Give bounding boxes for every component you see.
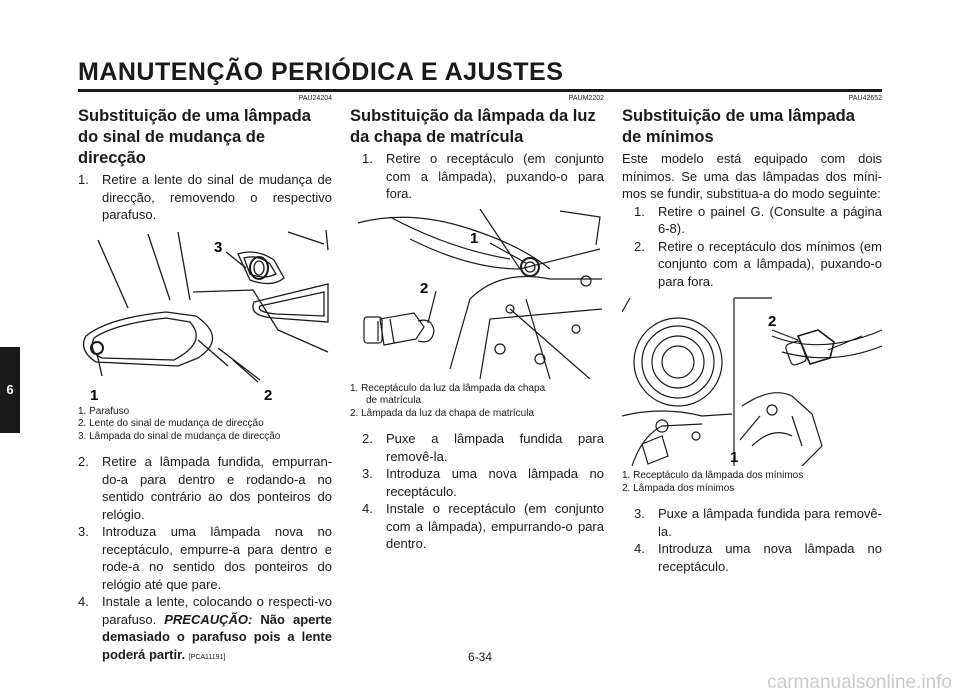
heading-line-1: Substituição de uma lâmpada: [622, 107, 855, 125]
heading-line-2: de mínimos: [622, 128, 714, 146]
callout-1: 1: [470, 229, 479, 247]
step-2: 2. Puxe a lâmpada fundida para removê-la.: [362, 431, 604, 464]
caption-item: 1. Parafuso: [78, 405, 130, 417]
caption-item-continued: de matrícula: [366, 395, 422, 406]
callout-2: 2: [264, 386, 273, 402]
callout-3: 3: [214, 238, 223, 256]
section-code: PAUM2202: [568, 95, 604, 102]
section-heading: [78, 106, 332, 169]
chapter-tab: 6: [0, 347, 20, 433]
position-light-figure: [622, 296, 882, 466]
license-light-illustration: [350, 209, 604, 379]
figure-captions: [78, 406, 332, 444]
column-2: [350, 95, 604, 553]
callout-1: 1: [730, 449, 739, 466]
step-4: 4. Instale o receptáculo (em conjunto com a lâmpada), empurrando-o para dentro.: [362, 501, 604, 551]
callout-2: 2: [768, 313, 777, 330]
caption-item: 2. Lente do sinal de mudança de direcção: [78, 418, 264, 429]
column-3: [622, 95, 882, 575]
step-3: 3. Introduza uma nova lâmpada no receptáculo.: [362, 466, 604, 499]
position-light-illustration: [622, 296, 882, 466]
license-light-figure: [350, 209, 604, 379]
turn-signal-illustration: [78, 230, 332, 402]
section-code: PAU42652: [848, 95, 882, 102]
caption-item: 2. Lâmpada da luz da chapa de matrícula: [350, 407, 535, 419]
page-header-title: MANUTENÇÃO PERIÓDICA E AJUSTES: [78, 58, 564, 86]
step-3: 3. Puxe a lâmpada fundida para removê-la.: [634, 506, 882, 539]
step-4: 4. Instale a lente, colocando o respecti-vo parafuso. PRECAUÇÃO: Não aperte demasiado o parafuso pois a lente poderá partir. [PCA11191]: [78, 594, 332, 662]
step-1: 1. Retire o receptáculo (em conjunto com a lâmpada), puxando-o para fora.: [362, 151, 604, 201]
header-rule: [78, 89, 882, 92]
watermark: carmanualsonline.info: [767, 672, 952, 693]
step-1: 1. Retire a lente do sinal de mudança de direcção, removendo o respectivo parafuso.: [78, 172, 332, 222]
section-heading: [350, 106, 604, 148]
intro-paragraph: Este modelo está equipado com dois mínimos. Se uma das lâmpadas dos míni-mos se fundir, substitua-a do modo seguinte:: [622, 151, 882, 201]
figure-captions: [350, 383, 604, 421]
column-1: [78, 95, 332, 666]
page-number: 6-34: [467, 650, 493, 664]
step-2: 2. Retire o receptáculo dos mínimos (em conjunto com a lâmpada), puxando-o para fora.: [634, 238, 882, 289]
heading-line-1: Substituição de uma lâmpada: [78, 107, 311, 125]
heading-line-1: Substituição da lâmpada da luz: [350, 107, 596, 125]
step-1: 1. Retire o painel G. (Consulte a página 6-8).: [634, 203, 882, 236]
caption-item: 3. Lâmpada do sinal de mudança de direcção: [78, 430, 281, 442]
caution-label: PRECAUÇÃO:: [164, 611, 253, 627]
caption-item: 2. Lâmpada dos mínimos: [622, 482, 735, 494]
section-code: PAU24204: [298, 95, 332, 102]
step-2: 2. Retire a lâmpada fundida, empurran-do-a para dentro e rodando-a no sentido contrário ao dos ponteiros do relógio.: [78, 454, 332, 522]
caution-code: [PCA11191]: [188, 653, 226, 661]
heading-line-2: da chapa de matrícula: [350, 128, 524, 146]
caution-text: Não aperte demasiado o parafuso pois a lente poderá partir.: [102, 611, 332, 662]
step-4: 4. Introduza uma nova lâmpada no receptáculo.: [634, 541, 882, 574]
caption-item: 1. Receptáculo da luz da lâmpada da chapa: [350, 382, 546, 394]
heading-line-2: do sinal de mudança de direcção: [78, 128, 266, 167]
step-3: 3. Introduza uma lâmpada nova no receptáculo, empurre-a para dentro e rode-a no sentido dos ponteiros do relógio até que pare.: [78, 524, 332, 592]
callout-1: 1: [90, 386, 99, 402]
callout-2: 2: [420, 279, 429, 297]
caption-item: 1. Receptáculo da lâmpada dos mínimos: [622, 470, 804, 481]
turn-signal-figure: [78, 230, 332, 402]
figure-captions: [622, 470, 882, 495]
section-heading: [622, 106, 882, 148]
